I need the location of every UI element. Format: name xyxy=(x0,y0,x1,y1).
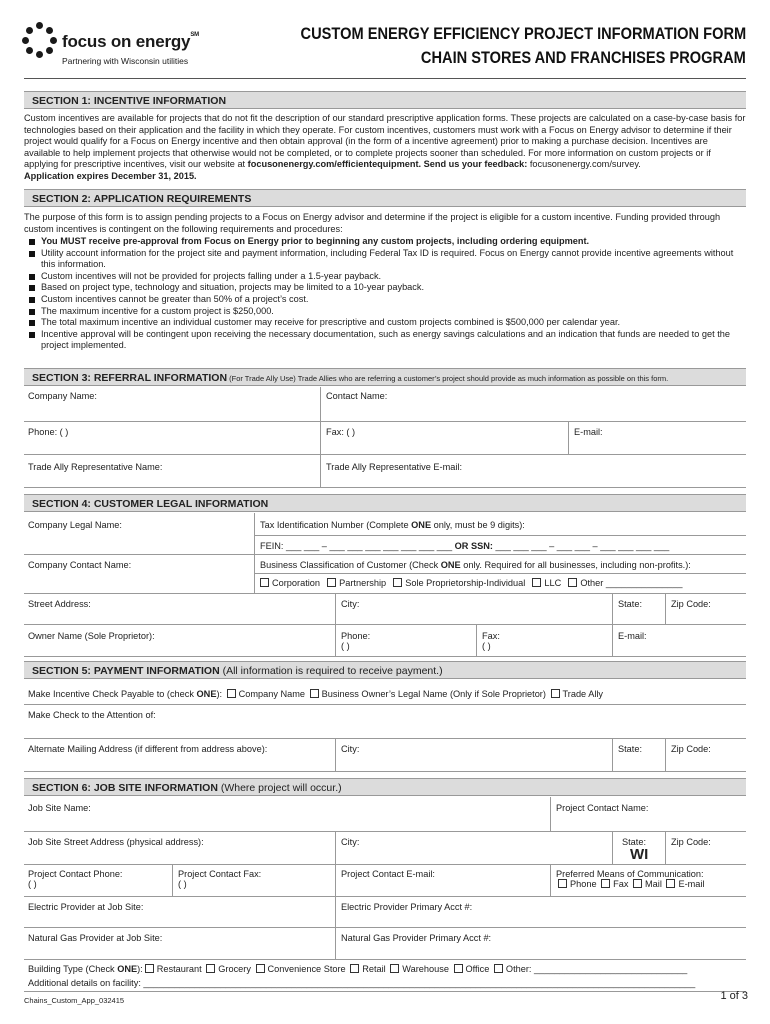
check-attention-field[interactable]: Make Check to the Attention of: xyxy=(28,710,156,720)
section3-heading: SECTION 3: REFERRAL INFORMATION (For Trade Ally Use) Trade Allies who are referring a customer’s project should provide as much information as possible on this form. xyxy=(24,368,746,386)
divider xyxy=(665,593,666,624)
company-contact-name-field[interactable]: Company Contact Name: xyxy=(28,560,132,570)
fein-ssn-field[interactable]: FEIN: ___ ___ – ___ ___ ___ ___ ___ ___ ___ OR SSN: ___ ___ ___ – ___ ___ – ___ ___ ___ ___ xyxy=(260,541,670,551)
form-subtitle: CHAIN STORES AND FRANCHISES PROGRAM xyxy=(421,48,746,67)
trade-ally-checkbox[interactable] xyxy=(551,689,560,698)
section2-heading: SECTION 2: APPLICATION REQUIREMENTS xyxy=(24,189,746,207)
grocery-checkbox[interactable] xyxy=(206,964,215,973)
project-contact-fax-field[interactable]: Project Contact Fax: ( ) xyxy=(178,869,262,889)
divider xyxy=(24,738,746,739)
divider xyxy=(335,831,336,864)
divider xyxy=(476,624,477,656)
gas-acct-field[interactable]: Natural Gas Provider Primary Acct #: xyxy=(341,933,492,943)
divider xyxy=(24,896,746,897)
building-type-options: Building Type (Check ONE): Restaurant Grocery Convenience Store Retail Warehouse Office Other: ______________________________ xyxy=(28,964,688,974)
divider xyxy=(24,487,746,488)
list-item: Custom incentives will not be provided for projects falling under a 1.5-year payback. xyxy=(28,271,746,283)
project-contact-phone-field[interactable]: Project Contact Phone: ( ) xyxy=(28,869,123,889)
alt-zip-field[interactable]: Zip Code: xyxy=(671,744,711,754)
divider xyxy=(24,554,746,555)
corporation-checkbox[interactable] xyxy=(260,578,269,587)
divider xyxy=(320,387,321,487)
pref-mail-checkbox[interactable] xyxy=(633,879,642,888)
city-field[interactable]: City: xyxy=(341,599,360,609)
page-number: 1 of 3 xyxy=(720,990,748,1002)
llc-checkbox[interactable] xyxy=(532,578,541,587)
divider xyxy=(568,422,569,454)
logo-tagline: Partnering with Wisconsin utilities xyxy=(62,56,189,66)
warehouse-checkbox[interactable] xyxy=(390,964,399,973)
section1-text: Custom incentives are available for projects that do not fit the description of our standard prescriptive application forms. These projects are calculated on a case-by-case basis for technologies based on their application and the facility in which they operate. For custom incentives, customers must work with a Focus on Energy advisor to determine if their project would qualify for a Focus on Energy incentive and then obtain approval (in the form of a incentive agreement) prior to making a purchase decision. Incentives are available to help implement projects that otherwise would not be completed, or to complete projects sooner than scheduled. For more information on custom projects or if applying for prescriptive incentives, visit our website at focusonenergy.com/efficientequipment. Send us your feedback: focusonenergy.com/survey. Application expires December 31, 2015. xyxy=(24,113,746,181)
alternate-mailing-address-field[interactable]: Alternate Mailing Address (if different from address above): xyxy=(28,744,268,754)
divider xyxy=(550,797,551,831)
convenience-store-checkbox[interactable] xyxy=(256,964,265,973)
divider xyxy=(24,864,746,865)
gas-provider-field[interactable]: Natural Gas Provider at Job Site: xyxy=(28,933,163,943)
list-item: Incentive approval will be contingent upon receiving the necessary documentation, such as energy savings calculations and an indication that funds are needed to get the project implemented. xyxy=(28,329,746,352)
job-site-street-field[interactable]: Job Site Street Address (physical address): xyxy=(28,837,204,847)
referral-phone-field[interactable]: Phone: ( ) xyxy=(28,427,69,437)
sole-proprietorship-checkbox[interactable] xyxy=(393,578,402,587)
divider xyxy=(24,991,746,992)
retail-checkbox[interactable] xyxy=(350,964,359,973)
section4-heading: SECTION 4: CUSTOMER LEGAL INFORMATION xyxy=(24,494,746,512)
focus-on-energy-logo xyxy=(22,22,222,72)
list-item: Utility account information for the project site and payment information, including Federal Tax ID is required. Focus on Energy cannot provide incentive agreements without this information. xyxy=(28,248,746,271)
divider xyxy=(335,593,336,656)
requirements-list xyxy=(28,236,746,352)
zip-code-field[interactable]: Zip Code: xyxy=(671,599,711,609)
other-checkbox[interactable] xyxy=(568,578,577,587)
list-item: The total maximum incentive an individual customer may receive for prescriptive and custom projects combined is $500,000 per calendar year. xyxy=(28,317,746,329)
job-site-state-label: State: xyxy=(622,837,647,847)
referral-company-name-field[interactable]: Company Name: xyxy=(28,391,97,401)
alt-state-field[interactable]: State: xyxy=(618,744,643,754)
state-field[interactable]: State: xyxy=(618,599,643,609)
divider xyxy=(24,421,746,422)
referral-contact-name-field[interactable]: Contact Name: xyxy=(326,391,388,401)
owner-name-field[interactable]: Owner Name (Sole Proprietor): xyxy=(28,631,155,641)
job-site-city-field[interactable]: City: xyxy=(341,837,360,847)
divider xyxy=(24,593,746,594)
job-site-state-value[interactable]: WI xyxy=(630,846,649,863)
logo-name: focus on energy℠ xyxy=(62,32,199,51)
divider xyxy=(335,738,336,771)
form-title: CUSTOM ENERGY EFFICIENCY PROJECT INFORMATION FORM xyxy=(300,24,746,43)
alt-city-field[interactable]: City: xyxy=(341,744,360,754)
list-item: Custom incentives cannot be greater than 50% of a project’s cost. xyxy=(28,294,746,306)
job-site-zip-field[interactable]: Zip Code: xyxy=(671,837,711,847)
divider xyxy=(24,831,746,832)
section6-heading: SECTION 6: JOB SITE INFORMATION (Where project will occur.) xyxy=(24,778,746,796)
check-payable-options: Make Incentive Check Payable to (check ONE): Company Name Business Owner’s Legal Name (Only if Sole Proprietor) Trade Ally xyxy=(28,689,604,699)
divider xyxy=(665,831,666,864)
divider xyxy=(24,927,746,928)
business-classification-options: Corporation Partnership Sole Proprietorship-Individual LLC Other _______________ xyxy=(254,575,687,591)
pref-phone-checkbox[interactable] xyxy=(558,879,567,888)
building-other-checkbox[interactable] xyxy=(494,964,503,973)
list-item: Based on project type, technology and situation, projects may be limited to a 10-year payback. xyxy=(28,282,746,294)
divider xyxy=(24,624,746,625)
divider xyxy=(24,656,746,657)
office-checkbox[interactable] xyxy=(454,964,463,973)
restaurant-checkbox[interactable] xyxy=(145,964,154,973)
tax-id-label: Tax Identification Number (Complete ONE only, must be 9 digits): xyxy=(260,520,525,530)
business-owner-checkbox[interactable] xyxy=(310,689,319,698)
company-name-checkbox[interactable] xyxy=(227,689,236,698)
preferred-communication: Preferred Means of Communication: Phone Fax Mail E-mail xyxy=(556,869,705,889)
divider xyxy=(254,573,746,574)
divider xyxy=(24,704,746,705)
owner-email-field[interactable]: E-mail: xyxy=(618,631,647,641)
electric-provider-field[interactable]: Electric Provider at Job Site: xyxy=(28,902,144,912)
pref-email-checkbox[interactable] xyxy=(666,879,675,888)
pref-fax-checkbox[interactable] xyxy=(601,879,610,888)
electric-acct-field[interactable]: Electric Provider Primary Acct #: xyxy=(341,902,473,912)
company-legal-name-field[interactable]: Company Legal Name: xyxy=(28,520,122,530)
list-item: The maximum incentive for a custom project is $250,000. xyxy=(28,306,746,318)
project-contact-email-field[interactable]: Project Contact E-mail: xyxy=(341,869,435,879)
divider xyxy=(612,593,613,624)
divider xyxy=(254,535,746,536)
referral-fax-field[interactable]: Fax: ( ) xyxy=(326,427,356,437)
section5-heading: SECTION 5: PAYMENT INFORMATION (All information is required to receive payment.) xyxy=(24,661,746,679)
owner-phone-field[interactable]: Phone: ( ) xyxy=(341,631,371,651)
divider xyxy=(612,624,613,656)
list-item: You MUST receive pre-approval from Focus on Energy prior to beginning any custom projects, including ordering equipment. xyxy=(28,236,746,248)
job-site-name-field[interactable]: Job Site Name: xyxy=(28,803,91,813)
owner-fax-field[interactable]: Fax: ( ) xyxy=(482,631,500,651)
divider xyxy=(550,864,551,896)
additional-details-field[interactable]: Additional details on facility: ____________________________________________________________________________________________________________ xyxy=(28,978,696,988)
section2-intro: The purpose of this form is to assign pending projects to a Focus on Energy advisor and determine if the project is eligible for a custom incentive. Funding provided through custom incentives is contingent on the following requirements and procedures: xyxy=(24,212,721,234)
trade-ally-rep-email-field[interactable]: Trade Ally Representative E-mail: xyxy=(326,462,462,472)
business-classification-label: Business Classification of Customer (Check ONE only. Required for all businesses, including non-profits.): xyxy=(260,560,691,570)
header-divider xyxy=(24,78,746,79)
logo-dots-icon xyxy=(22,22,58,58)
divider xyxy=(172,864,173,896)
divider xyxy=(24,454,746,455)
divider xyxy=(24,771,746,772)
divider xyxy=(612,831,613,864)
divider xyxy=(612,738,613,771)
divider xyxy=(665,738,666,771)
street-address-field[interactable]: Street Address: xyxy=(28,599,91,609)
trade-ally-rep-name-field[interactable]: Trade Ally Representative Name: xyxy=(28,462,163,472)
divider xyxy=(335,927,336,959)
project-contact-name-field[interactable]: Project Contact Name: xyxy=(556,803,649,813)
divider xyxy=(24,959,746,960)
section1-heading: SECTION 1: INCENTIVE INFORMATION xyxy=(24,91,746,109)
form-code: Chains_Custom_App_032415 xyxy=(24,996,125,1005)
partnership-checkbox[interactable] xyxy=(327,578,336,587)
referral-email-field[interactable]: E-mail: xyxy=(574,427,603,437)
